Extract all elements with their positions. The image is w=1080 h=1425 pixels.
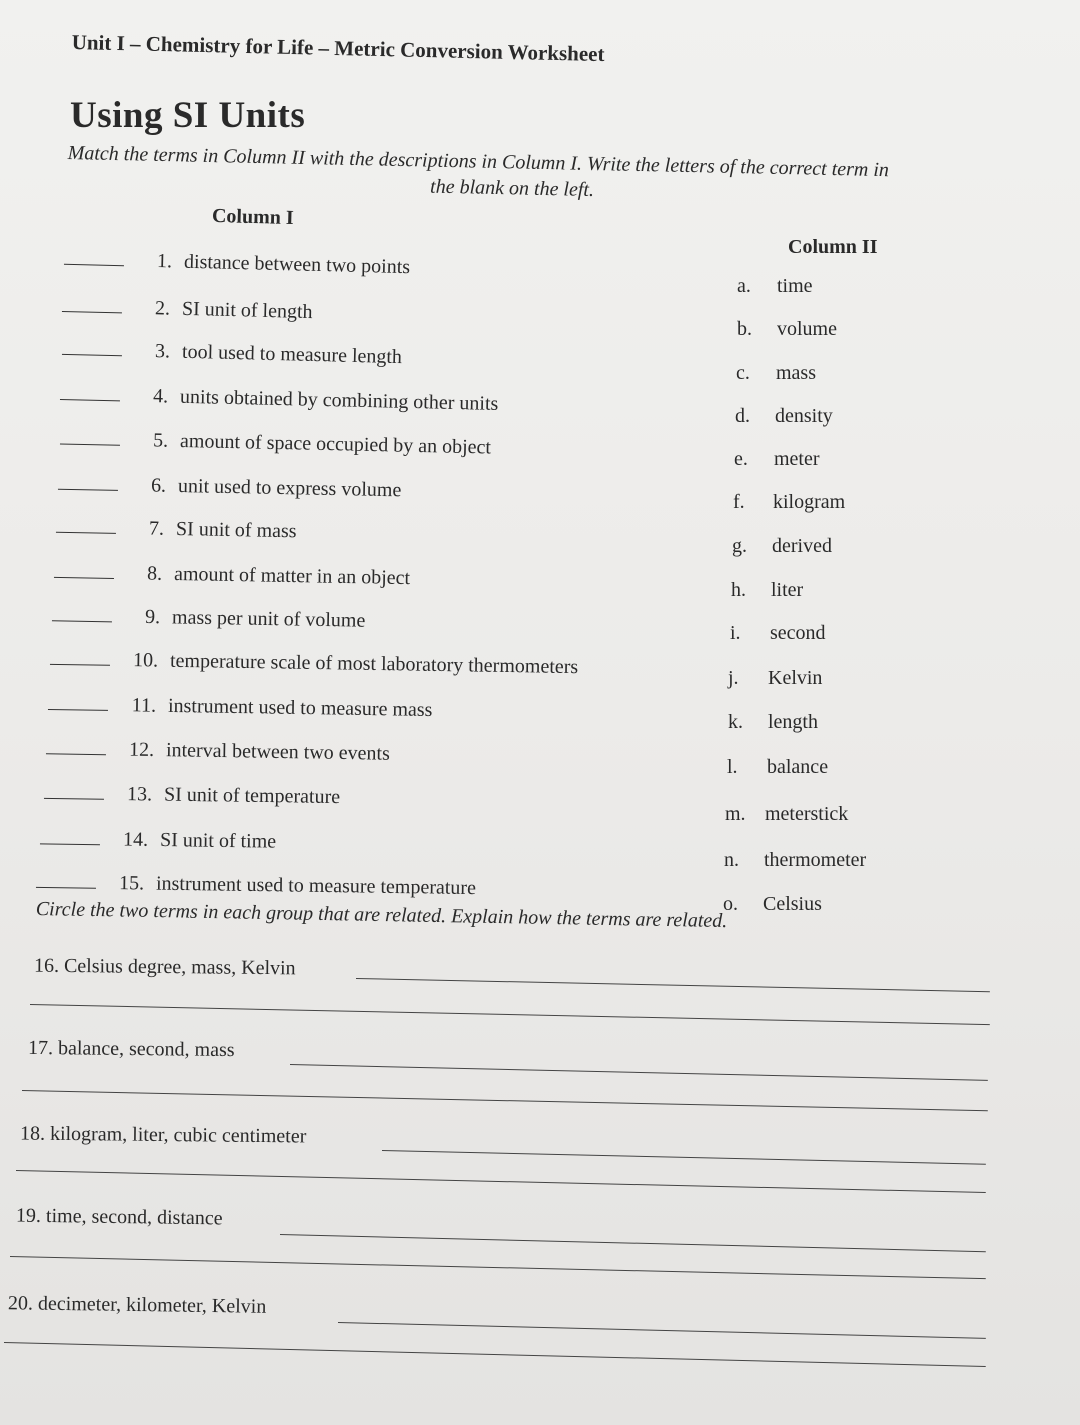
term-letter: l. [727,756,738,778]
answer-blank[interactable] [56,514,116,534]
term-row [731,579,803,602]
term-text: derived [772,535,832,557]
question-row [64,246,411,284]
question-text: SI unit of time [159,829,277,853]
answer-blank[interactable] [62,293,122,313]
question-number: 6. [150,474,167,497]
question-row [44,780,340,814]
term-text: mass [776,362,816,384]
term-letter: d. [735,405,750,427]
answer-blank[interactable] [46,735,106,755]
term-text: thermometer [764,849,867,871]
term-text: volume [777,318,837,340]
term-text: density [775,405,833,427]
answer-blank[interactable] [54,559,114,579]
question-row [50,646,579,684]
term-letter: m. [725,803,746,825]
answer-line[interactable] [16,1170,986,1193]
question-number: 12. [128,738,155,761]
term-letter: h. [731,579,746,601]
term-text: kilogram [773,491,846,513]
question-number: 14. [122,828,149,851]
term-letter: e. [734,448,748,470]
question-text: SI unit of mass [175,517,297,543]
question-row [58,471,402,508]
question-number: 5. [152,429,169,452]
question-number: 9. [144,605,161,629]
question-text: distance between two points [183,250,411,279]
question-text: SI unit of length [181,297,313,324]
term-letter: j. [728,667,739,689]
answer-line[interactable] [290,1064,988,1081]
answer-line[interactable] [22,1090,988,1111]
answer-blank[interactable] [60,425,120,445]
question-row [56,514,297,549]
question-text: unit used to express volume [177,475,402,502]
answer-line[interactable] [338,1322,986,1339]
question-number: 15. [118,872,145,895]
term-text: meter [774,448,820,470]
question-number: 11. [131,694,157,717]
group-question-16: 16. Celsius degree, mass, Kelvin [33,954,296,980]
term-row [725,803,848,826]
term-row [727,756,828,779]
question-number: 8. [146,562,163,585]
question-number: 7. [148,517,165,540]
question-number: 4. [152,385,169,408]
term-row [733,491,845,514]
question-text: mass per unit of volume [171,606,366,632]
question-text: instrument used to measure mass [167,694,433,722]
question-row [54,559,411,595]
answer-blank[interactable] [48,691,108,711]
question-number: 3. [154,340,171,363]
question-text: temperature scale of most laboratory thermometers [169,649,579,679]
term-row [730,622,826,645]
answer-line[interactable] [280,1234,986,1252]
question-row [40,825,277,858]
question-text: amount of matter in an object [173,562,411,590]
question-text: tool used to measure length [181,340,403,369]
answer-line[interactable] [10,1256,986,1279]
group-question-19: 19. time, second, distance [15,1204,223,1230]
answer-blank[interactable] [36,869,96,889]
answer-blank[interactable] [50,646,110,666]
worksheet-header: Unit I – Chemistry for Life – Metric Conversion Worksheet [71,30,605,67]
question-text: interval between two events [165,739,390,765]
group-question-18: 18. kilogram, liter, cubic centimeter [19,1122,307,1148]
term-letter: c. [736,362,750,384]
term-row [735,405,833,428]
term-text: second [770,622,826,644]
circle-instructions: Circle the two terms in each group that are related. Explain how the terms are related. [35,898,728,933]
term-row [737,318,837,341]
column-2-heading: Column II [788,236,878,258]
term-letter: b. [737,318,752,340]
answer-blank[interactable] [44,780,104,800]
question-text: SI unit of temperature [163,783,341,809]
term-row [736,362,816,385]
answer-line[interactable] [356,978,990,992]
page-title: Using SI Units [70,95,306,136]
matching-instructions [67,140,1028,212]
answer-blank[interactable] [62,336,122,356]
term-row [728,667,822,690]
term-text: length [768,711,818,733]
question-row [60,381,499,421]
term-letter: a. [737,275,751,297]
answer-line[interactable] [382,1150,986,1165]
term-text: meterstick [765,803,849,825]
answer-blank[interactable] [58,471,118,491]
answer-blank[interactable] [40,825,100,845]
question-text: instrument used to measure temperature [155,872,477,900]
term-letter: f. [733,491,745,513]
group-question-17: 17. balance, second, mass [27,1036,235,1062]
term-text: time [777,275,813,297]
answer-line[interactable] [4,1342,986,1367]
question-row [62,293,313,329]
question-row [62,336,403,374]
question-row [60,425,492,464]
term-row [732,535,832,558]
term-row [734,448,820,471]
instructions-line-2: the blank on the left. [429,175,595,202]
question-row [52,602,366,637]
question-row [48,691,433,727]
term-letter: i. [730,622,741,644]
question-text: units obtained by combining other units [179,385,499,415]
term-text: balance [767,756,829,778]
term-letter: k. [728,711,743,733]
question-text: amount of space occupied by an object [179,430,492,459]
term-letter: g. [732,535,747,557]
answer-blank[interactable] [52,602,112,622]
term-row [728,711,818,734]
term-row [737,275,813,298]
question-number: 2. [154,297,171,320]
term-text: liter [771,579,804,601]
answer-blank[interactable] [60,381,120,401]
answer-line[interactable] [30,1004,990,1025]
term-row [724,849,866,872]
question-row [46,735,390,770]
instructions-line-1: Match the terms in Column II with the descriptions in Column I. Write the letters of the correct term in [67,141,890,182]
question-number: 10. [132,649,159,672]
term-letter: n. [724,849,739,871]
group-question-20: 20. decimeter, kilometer, Kelvin [7,1292,267,1318]
term-text: Kelvin [768,667,823,689]
column-1-heading: Column I [211,204,294,230]
answer-blank[interactable] [64,246,124,266]
question-number: 1. [156,250,173,273]
term-letter: o. [723,893,738,915]
term-text: Celsius [763,893,822,915]
question-number: 13. [126,783,153,806]
